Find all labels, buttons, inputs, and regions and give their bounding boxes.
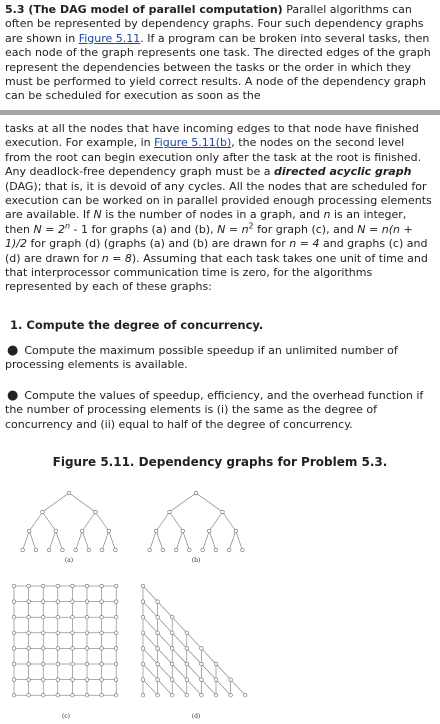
graph-edge — [29, 531, 36, 550]
graph-node — [41, 615, 45, 619]
graph-edge — [143, 586, 158, 602]
graph-node — [207, 529, 211, 533]
graph-node — [100, 631, 104, 635]
graph-node — [114, 600, 118, 604]
graph-node — [47, 548, 51, 552]
graph-node — [85, 631, 89, 635]
graph-node — [114, 662, 118, 666]
graph-node — [200, 647, 204, 651]
graph-edge — [216, 680, 231, 696]
graph-edge — [82, 512, 95, 531]
graph-node — [94, 510, 98, 514]
graph-node — [100, 678, 104, 682]
graph-node — [85, 615, 89, 619]
graph-edge — [109, 531, 116, 550]
term-dag: directed acyclic graph — [274, 165, 412, 179]
graph-edge — [43, 493, 70, 512]
graph-node — [27, 693, 31, 697]
graph-d-label: (d) — [191, 713, 201, 720]
graph-node — [100, 600, 104, 604]
graph-node — [12, 584, 16, 588]
graph-node — [114, 615, 118, 619]
graph-node — [181, 529, 185, 533]
graph-edge — [187, 664, 202, 680]
graph-node — [27, 647, 31, 651]
graph-c — [12, 584, 118, 697]
graph-node — [71, 693, 75, 697]
graph-node — [185, 693, 189, 697]
graph-node — [156, 631, 160, 635]
graph-node — [27, 529, 31, 533]
graph-node — [114, 548, 118, 552]
graph-node — [229, 693, 233, 697]
graph-edge — [172, 617, 187, 633]
graph-node — [41, 693, 45, 697]
graph-edge — [172, 664, 187, 680]
graph-node — [156, 615, 160, 619]
graph-edge — [201, 648, 216, 664]
graph-node — [41, 647, 45, 651]
graph-node — [41, 584, 45, 588]
problem-heading: 5.3 (The DAG model of parallel computation) — [5, 3, 283, 16]
graph-edge — [76, 531, 83, 550]
graph-node — [27, 631, 31, 635]
graph-node — [71, 647, 75, 651]
graph-node — [114, 631, 118, 635]
graph-node — [170, 662, 174, 666]
graph-node — [100, 548, 104, 552]
graph-node — [148, 548, 152, 552]
graph-edge — [158, 633, 173, 649]
graph-node — [56, 615, 60, 619]
graph-edge — [29, 512, 42, 531]
graph-node — [185, 631, 189, 635]
bullet-icon: ● — [7, 343, 19, 358]
graph-node — [214, 548, 218, 552]
graph-node — [67, 491, 71, 495]
graph-node — [12, 693, 16, 697]
graph-node — [27, 600, 31, 604]
graph-node — [12, 678, 16, 682]
graph-node — [71, 678, 75, 682]
graph-node — [156, 693, 160, 697]
graph-edge — [216, 664, 231, 680]
graph-node — [27, 615, 31, 619]
bullet-item-2: ● Compute the values of speedup, efficiency, and the overhead function if the number of processing elements is (i) the same as the degree of concurrency and (ii) equal to half of the degree of concurrency. — [5, 388, 424, 431]
graph-node — [214, 678, 218, 682]
graph-edge — [170, 512, 183, 531]
graph-edge — [187, 633, 202, 649]
graph-node — [80, 529, 84, 533]
graph-node — [85, 693, 89, 697]
graph-node — [56, 662, 60, 666]
bullet-icon: ● — [7, 388, 19, 403]
graph-edge — [82, 531, 89, 550]
graph-node — [168, 510, 172, 514]
graph-edge — [156, 512, 169, 531]
graph-edge — [143, 633, 158, 649]
graph-node — [41, 510, 45, 514]
graph-node — [100, 647, 104, 651]
graph-node — [56, 584, 60, 588]
graph-node — [100, 615, 104, 619]
figure-link-b[interactable]: Figure 5.11(b) — [154, 136, 232, 150]
graph-node — [61, 548, 65, 552]
graph-edge — [223, 512, 236, 531]
graph-edge — [231, 680, 246, 696]
graph-edge — [158, 648, 173, 664]
graph-node — [56, 647, 60, 651]
graph-edge — [183, 531, 190, 550]
graph-edge — [56, 531, 63, 550]
graph-edge — [170, 493, 197, 512]
graph-node — [174, 548, 178, 552]
page-separator — [0, 110, 440, 115]
graph-edge — [156, 531, 163, 550]
graph-node — [141, 678, 145, 682]
graph-edge — [69, 493, 96, 512]
graph-node — [71, 600, 75, 604]
graph-node — [41, 631, 45, 635]
figure-caption: Figure 5.11. Dependency graphs for Problem 5.3. — [52, 455, 388, 469]
graph-node — [85, 584, 89, 588]
graph-node — [41, 678, 45, 682]
graph-node — [12, 662, 16, 666]
graph-node — [12, 631, 16, 635]
graph-node — [12, 647, 16, 651]
graph-node — [229, 678, 233, 682]
graph-edge — [43, 512, 56, 531]
graph-edge — [158, 602, 173, 618]
graph-edge — [172, 633, 187, 649]
graph-node — [214, 693, 218, 697]
figure-link[interactable]: Figure 5.11 — [78, 31, 141, 45]
graph-node — [156, 678, 160, 682]
graph-node — [71, 584, 75, 588]
graph-node — [85, 600, 89, 604]
graph-c-label: (c) — [61, 713, 71, 720]
graph-node — [56, 600, 60, 604]
graph-node — [234, 529, 238, 533]
graph-node — [87, 548, 91, 552]
graph-b-label: (b) — [191, 557, 201, 564]
graph-node — [85, 662, 89, 666]
graph-edge — [158, 680, 173, 696]
graph-node — [107, 529, 111, 533]
graph-node — [194, 491, 198, 495]
graph-node — [71, 662, 75, 666]
graph-node — [100, 662, 104, 666]
graph-edge — [201, 680, 216, 696]
graph-node — [141, 615, 145, 619]
graph-a — [21, 491, 117, 552]
graph-edge — [176, 531, 183, 550]
graph-node — [71, 615, 75, 619]
graph-node — [200, 662, 204, 666]
graph-edge — [236, 531, 243, 550]
graph-node — [170, 615, 174, 619]
graph-node — [170, 647, 174, 651]
graph-node — [200, 693, 204, 697]
graph-node — [161, 548, 165, 552]
graph-node — [141, 600, 145, 604]
graph-node — [56, 631, 60, 635]
graph-node — [41, 600, 45, 604]
graph-node — [56, 678, 60, 682]
graph-node — [21, 548, 25, 552]
graph-edge — [158, 617, 173, 633]
graph-node — [100, 693, 104, 697]
graph-node — [114, 647, 118, 651]
graph-node — [141, 662, 145, 666]
graph-node — [156, 647, 160, 651]
graph-node — [201, 548, 205, 552]
graph-edge — [96, 512, 109, 531]
graph-node — [141, 631, 145, 635]
graph-node — [214, 662, 218, 666]
graph-node — [170, 678, 174, 682]
graph-node — [27, 662, 31, 666]
graph-edge — [209, 531, 216, 550]
graph-node — [41, 662, 45, 666]
question-1: 1. Compute the degree of concurrency. — [10, 318, 264, 332]
graph-node — [185, 678, 189, 682]
graph-node — [154, 529, 158, 533]
graph-node — [221, 510, 225, 514]
graph-edge — [143, 680, 158, 696]
graph-node — [156, 600, 160, 604]
graph-node — [114, 584, 118, 588]
graph-edge — [143, 602, 158, 618]
graph-node — [141, 647, 145, 651]
graph-edge — [196, 493, 223, 512]
graph-node — [54, 529, 58, 533]
graph-node — [74, 548, 78, 552]
graph-edge — [23, 531, 30, 550]
graph-node — [114, 693, 118, 697]
graph-node — [141, 584, 145, 588]
graph-node — [156, 662, 160, 666]
graph-edge — [187, 680, 202, 696]
graph-edge — [203, 531, 210, 550]
graph-node — [170, 693, 174, 697]
graph-node — [188, 548, 192, 552]
graph-node — [241, 548, 245, 552]
graph-edge — [143, 648, 158, 664]
graph-node — [141, 693, 145, 697]
graph-edge — [158, 664, 173, 680]
graph-edge — [209, 512, 222, 531]
graph-edge — [172, 648, 187, 664]
graph-node — [27, 678, 31, 682]
graph-node — [227, 548, 231, 552]
graph-node — [34, 548, 38, 552]
graph-d — [141, 584, 247, 697]
graph-edge — [201, 664, 216, 680]
bullet-item-1: ● Compute the maximum possible speedup if an unlimited number of processing elements is available. — [5, 343, 398, 372]
graph-node — [200, 678, 204, 682]
graph-node — [71, 631, 75, 635]
graph-edge — [143, 664, 158, 680]
paragraph-continued: tasks at all the nodes that have incoming edges to that node have finished execution. For example, in Figure 5.11(b), the nodes on the second level from the root can begin execution only after the task at the root is finished. Any deadlock-free dependency graph must be a directed acyclic graph (DAG); that is, it is devoid of any cycles. All the nodes that are scheduled for execution can be worked on in parallel provided enough processing elements are available. If N is the number of nodes in a graph, and n is an integer, then $N = 2^n - 1$ for graphs (a) and (b), $N = n^2$ for graph (c), and N = n(n + 1)/2 for graph (d) (graphs (a) and (b) are drawn for n = 4 and graphs (c) and (d) are drawn for n = 8). Assuming that each task takes one unit of time and that interprocessor communication time is zero, for the algorithms represented by each of these graphs: — [5, 122, 432, 294]
graph-edge — [49, 531, 56, 550]
graph-a-label: (a) — [64, 557, 74, 564]
graph-node — [100, 584, 104, 588]
graph-node — [85, 678, 89, 682]
dependency-graphs-figure — [0, 478, 440, 724]
graph-node — [170, 631, 174, 635]
graph-edge — [143, 617, 158, 633]
graph-edge — [150, 531, 157, 550]
graph-edge — [172, 680, 187, 696]
graph-edge — [187, 648, 202, 664]
graph-node — [243, 693, 247, 697]
graph-node — [56, 693, 60, 697]
graph-node — [27, 584, 31, 588]
graph-node — [185, 662, 189, 666]
graph-node — [185, 647, 189, 651]
paragraph-intro: 5.3 (The DAG model of parallel computation) Parallel algorithms can often be represented by dependency graphs. Four such dependency graphs are shown in Figure 5.11. If a program can be broken into several tasks, then each node of the graph represents one task. The directed edges of the graph represent the dependencies between the tasks or the order in which they must be performed to yield correct results. A node of the dependency graph can be scheduled for execution as soon as the — [5, 3, 431, 103]
graph-b — [148, 491, 244, 552]
graph-node — [85, 647, 89, 651]
graph-node — [12, 600, 16, 604]
graph-edge — [229, 531, 236, 550]
graph-node — [114, 678, 118, 682]
graph-edge — [102, 531, 109, 550]
graph-node — [12, 615, 16, 619]
